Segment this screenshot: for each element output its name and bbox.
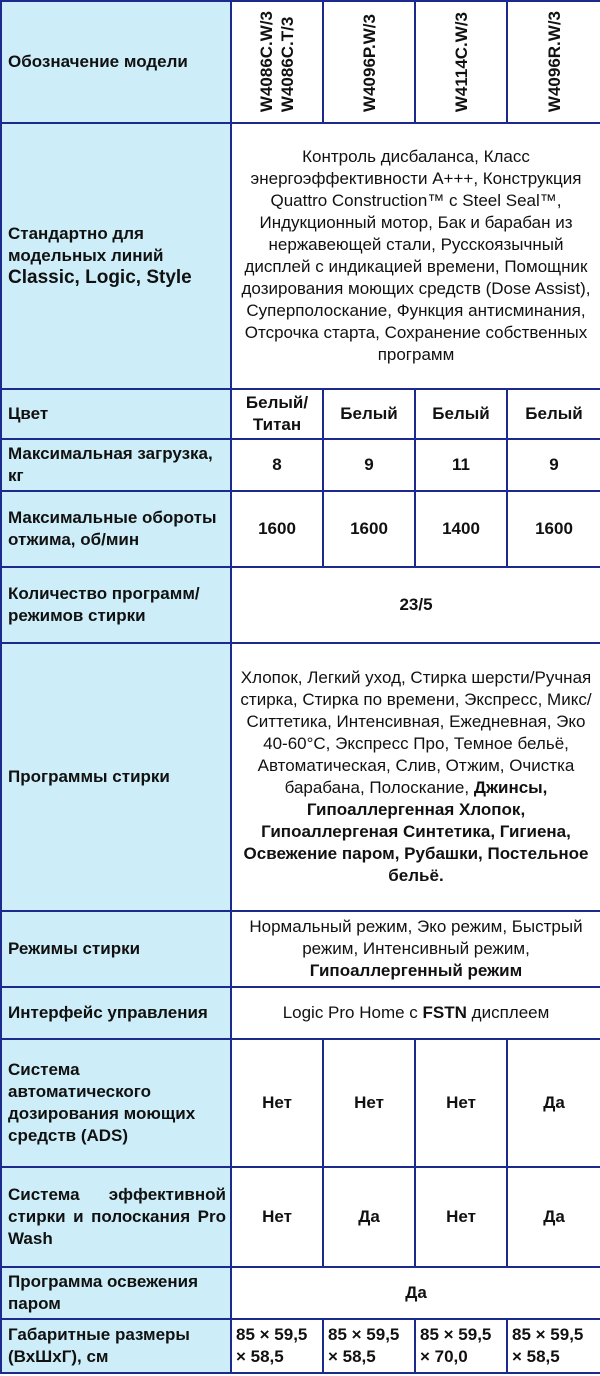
dims-label: Габаритные размеры (ВхШхГ), см <box>1 1319 231 1373</box>
load-value: 11 <box>415 439 507 491</box>
model-name: W4086C.W/3 W4086C.T/3 <box>257 10 297 112</box>
prowash-value: Да <box>507 1167 600 1267</box>
row-interface <box>1 987 600 1039</box>
ads-value: Нет <box>231 1039 323 1167</box>
ads-value: Да <box>507 1039 600 1167</box>
color-value: Белый <box>415 389 507 439</box>
color-value: Белый/ Титан <box>231 389 323 439</box>
prowash-value: Нет <box>415 1167 507 1267</box>
row-load <box>1 439 600 491</box>
steam-value: Да <box>231 1267 600 1319</box>
color-value: Белый <box>323 389 415 439</box>
row-programs-count <box>1 567 600 643</box>
dims-value: 85 × 59,5 × 58,5 <box>507 1319 600 1373</box>
model-cell-1 <box>231 1 323 123</box>
modes-value: Нормальный режим, Эко режим, Быстрый режим, Интенсивный режим, Гипоаллергенный режим <box>231 911 600 987</box>
prowash-value: Да <box>323 1167 415 1267</box>
color-value: Белый <box>507 389 600 439</box>
ads-value: Нет <box>415 1039 507 1167</box>
model-name: W4096R.W/3 <box>544 10 564 112</box>
programs-label: Программы стирки <box>1 643 231 911</box>
spin-value: 1600 <box>323 491 415 567</box>
row-programs <box>1 643 600 911</box>
row-modes <box>1 911 600 987</box>
spin-label: Максимальные обороты отжима, об/мин <box>1 491 231 567</box>
standard-label: Стандартно для модельных линий Classic, Logic, Style <box>1 123 231 389</box>
programs-value: Хлопок, Легкий уход, Стирка шерсти/Ручная стирка, Стирка по времени, Экспресс, Микс/Ситтетика, Интенсивная, Ежедневная, Эко 40-60°С, Экспресс Про, Темное бельё, Автоматическая, Слив, Отжим, Очистка барабана, Полоскание, Джинсы, Гипоаллергенная Хлопок, Гипоаллергеная Синтетика, Гигиена, Освежение паром, Рубашки, Постельное бельё. <box>231 643 600 911</box>
color-label: Цвет <box>1 389 231 439</box>
model-cell-3 <box>415 1 507 123</box>
load-value: 8 <box>231 439 323 491</box>
row-spin <box>1 491 600 567</box>
dims-value: 85 × 59,5 × 58,5 <box>323 1319 415 1373</box>
load-value: 9 <box>323 439 415 491</box>
ads-label: Система автоматического дозирования моющих средств (ADS) <box>1 1039 231 1167</box>
spin-value: 1600 <box>507 491 600 567</box>
model-cell-4 <box>507 1 600 123</box>
model-name: W4114C.W/3 <box>451 11 471 112</box>
programs-count-value: 23/5 <box>231 567 600 643</box>
prowash-label: Система эффективной стирки и полоскания Pro Wash <box>1 1167 231 1267</box>
standard-value: Контроль дисбаланса, Класс энергоэффективности А+++, Конструкция Quattro Construction™ с Steel Seal™, Индукционный мотор, Бак и барабан из нержавеющей стали, Русскоязычный дисплей с индикацией времени, Помощник дозирования моющих средств (Dose Assist), Суперполоскание, Функция антисминания, Отсрочка старта, Сохранение собственных программ <box>231 123 600 389</box>
row-color <box>1 389 600 439</box>
load-value: 9 <box>507 439 600 491</box>
model-label: Обозначение модели <box>1 1 231 123</box>
row-prowash <box>1 1167 600 1267</box>
row-steam <box>1 1267 600 1319</box>
spin-value: 1400 <box>415 491 507 567</box>
dims-value: 85 × 59,5 × 58,5 <box>231 1319 323 1373</box>
prowash-value: Нет <box>231 1167 323 1267</box>
row-standard <box>1 123 600 389</box>
modes-label: Режимы стирки <box>1 911 231 987</box>
steam-label: Программа освежения паром <box>1 1267 231 1319</box>
load-label: Максимальная загрузка, кг <box>1 439 231 491</box>
model-name: W4096P.W/3 <box>359 14 379 112</box>
row-model <box>1 1 600 123</box>
programs-count-label: Количество программ/ режимов стирки <box>1 567 231 643</box>
interface-label: Интерфейс управления <box>1 987 231 1039</box>
row-ads <box>1 1039 600 1167</box>
spin-value: 1600 <box>231 491 323 567</box>
interface-value: Logic Pro Home с FSTN дисплеем <box>231 987 600 1039</box>
row-dims <box>1 1319 600 1373</box>
ads-value: Нет <box>323 1039 415 1167</box>
model-cell-2 <box>323 1 415 123</box>
dims-value: 85 × 59,5 × 70,0 <box>415 1319 507 1373</box>
